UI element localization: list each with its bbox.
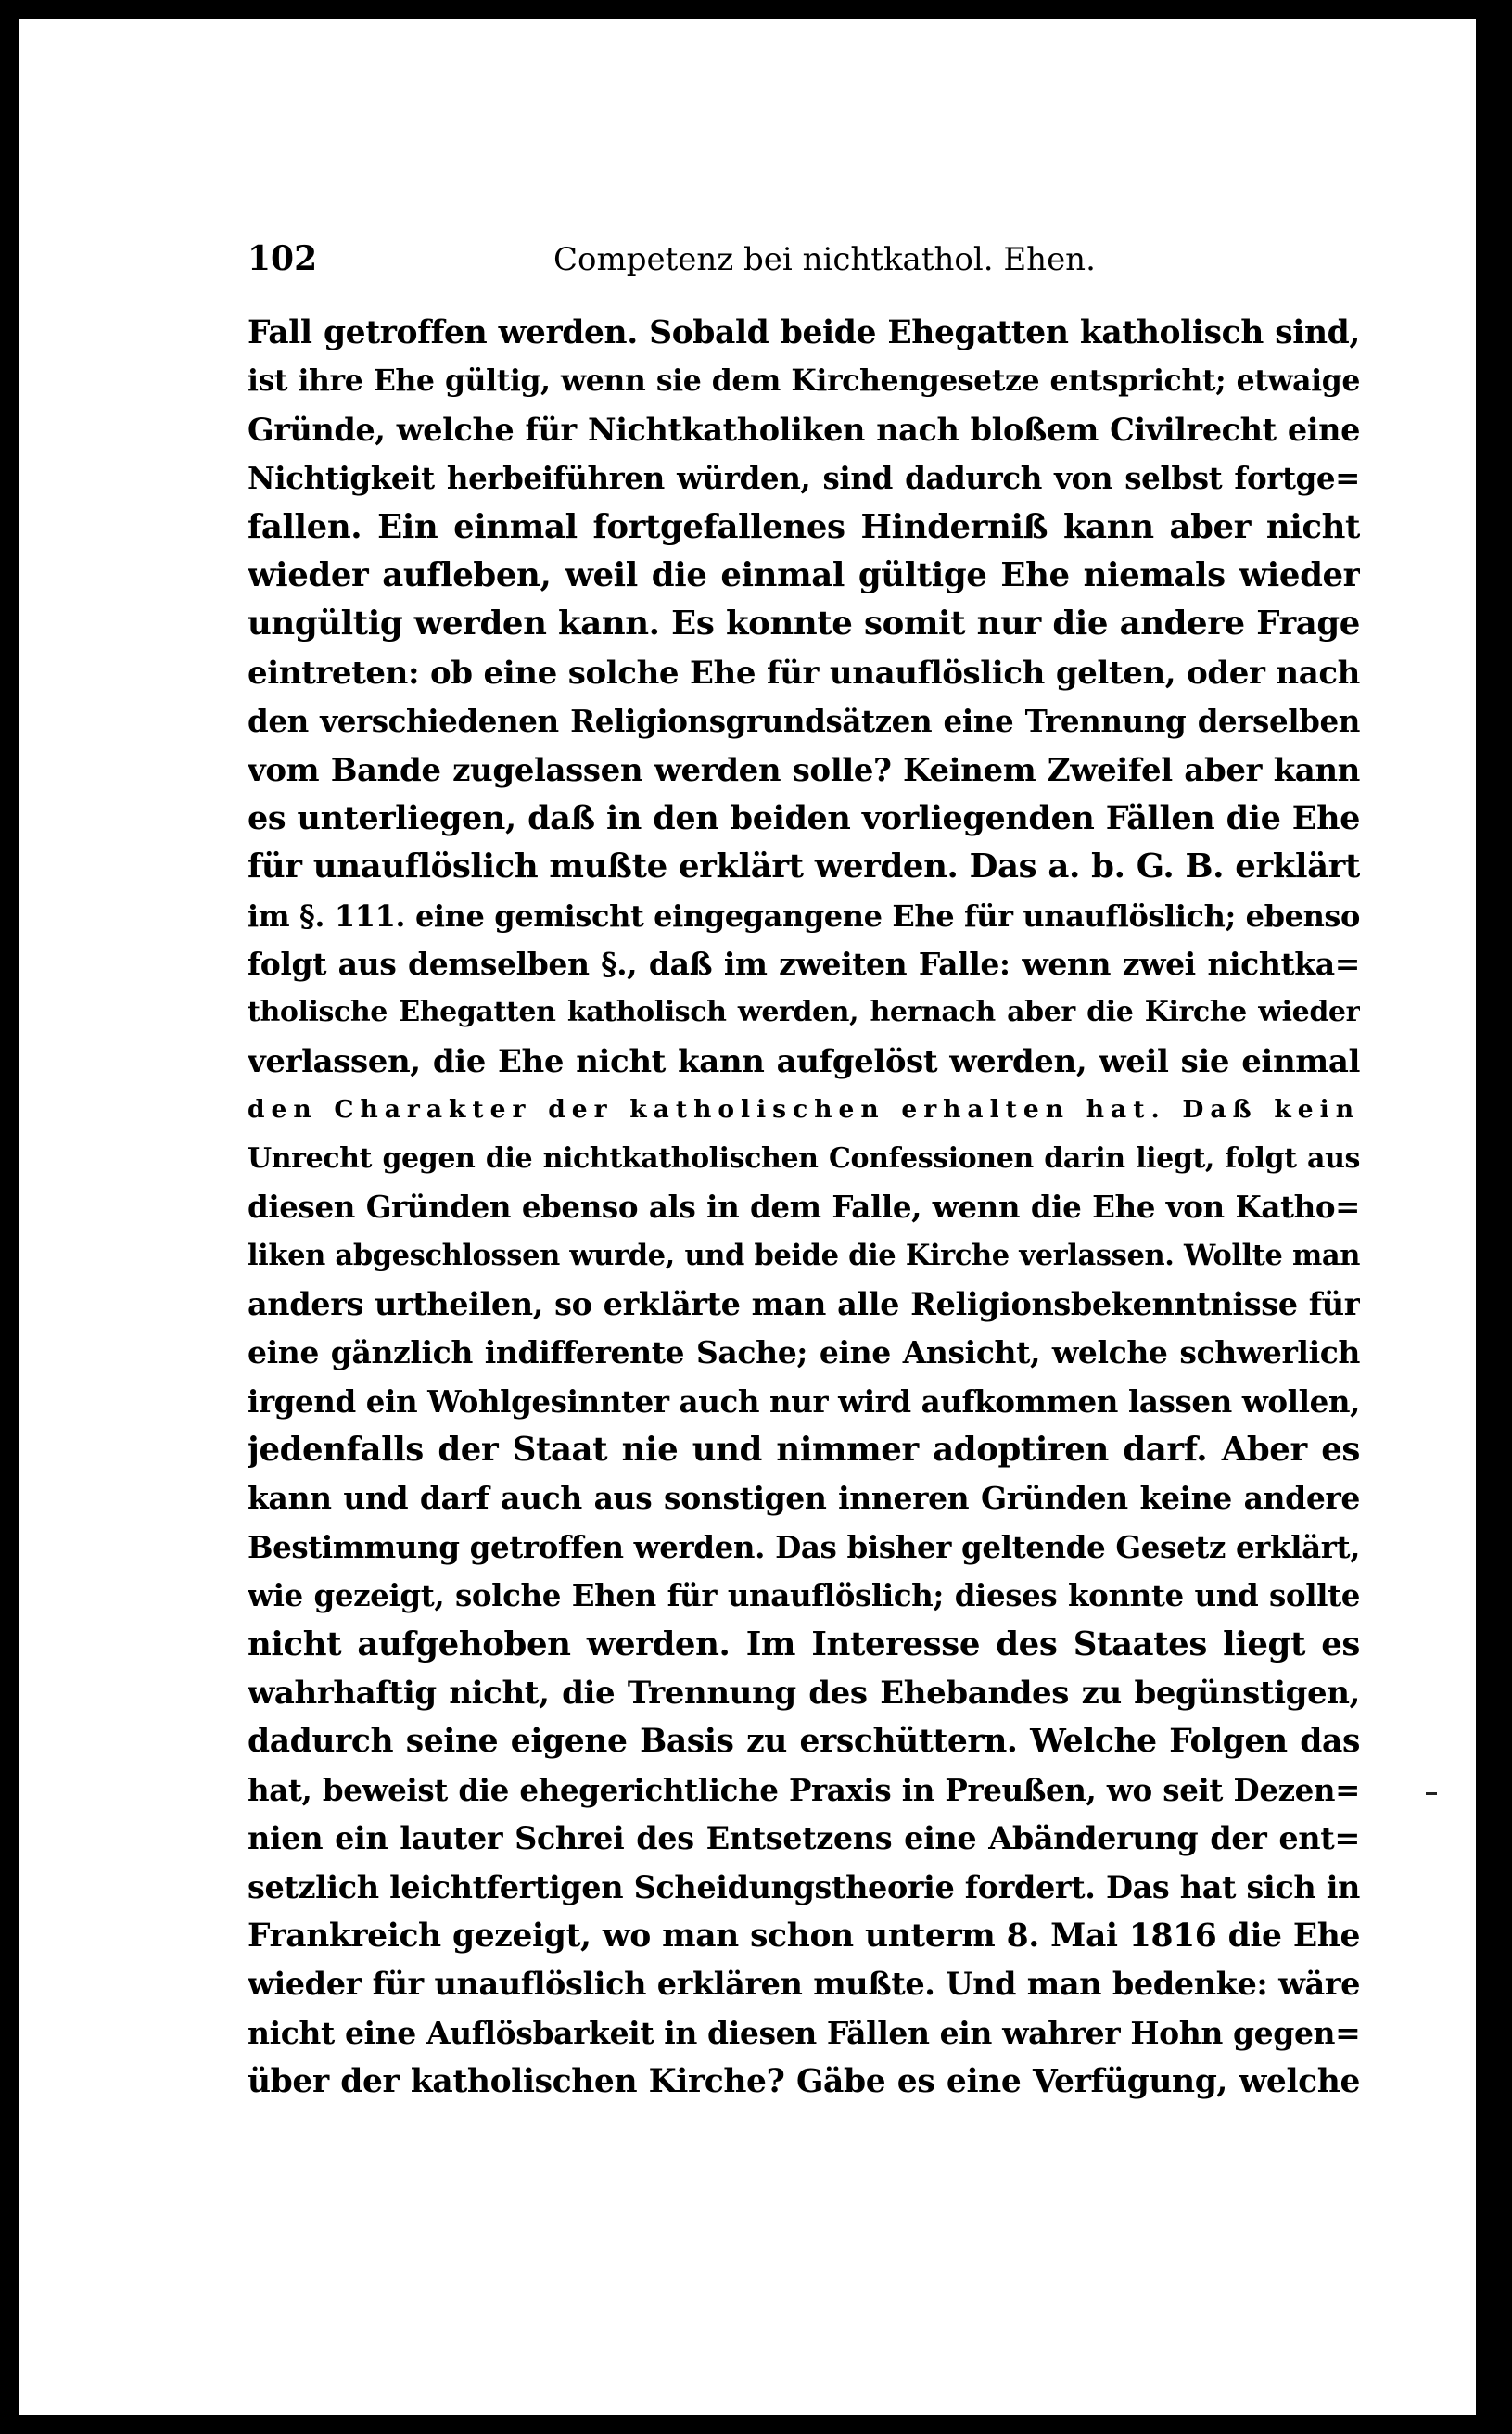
text-line: Unrecht gegen die nichtkatholischen Confessionen darin liegt, folgt aus (248, 1141, 1360, 1175)
text-line: Bestimmung getroffen werden. Das bisher geltende Gesetz erklärt, (248, 1528, 1360, 1565)
text-line: Fall getroffen werden. Sobald beide Ehegatten katholisch sind, (248, 314, 1360, 351)
page-header (248, 239, 1360, 286)
text-line: wieder aufleben, weil die einmal gültige Ehe niemals wieder (248, 555, 1360, 594)
text-line: fallen. Ein einmal fortgefallenes Hinderniß kann aber nicht (248, 507, 1360, 546)
text-line: dadurch seine eigene Basis zu erschüttern. Welche Folgen das (248, 1723, 1360, 1761)
margin-mark (1426, 1792, 1437, 1795)
text-line: eintreten: ob eine solche Ehe für unauflöslich gelten, oder nach (248, 654, 1360, 692)
text-line: nicht eine Auflösbarkeit in diesen Fällen ein wahrer Hohn gegen= (248, 2014, 1360, 2051)
text-line: Gründe, welche für Nichtkatholiken nach bloßem Civilrecht eine (248, 411, 1360, 448)
text-line: liken abgeschlossen wurde, und beide die Kirche verlassen. Wollte man (248, 1239, 1360, 1273)
book-page (19, 19, 1476, 2415)
running-head: Competenz bei nichtkathol. Ehen. (553, 241, 1096, 278)
text-line: Frankreich gezeigt, wo man schon unterm 8. Mai 1816 die Ehe (248, 1917, 1360, 1955)
text-line-emphasized: den Charakter der katholischen erhalten hat. Daß kein (248, 1095, 1360, 1125)
body-text (248, 309, 1360, 2106)
text-line: wieder für unauflöslich erklären mußte. Und man bedenke: wäre (248, 1966, 1360, 2003)
text-line: tholische Ehegatten katholisch werden, hernach aber die Kirche wieder (248, 996, 1360, 1029)
text-line: diesen Gründen ebenso als in dem Falle, wenn die Ehe von Katho= (248, 1189, 1360, 1226)
text-line: eine gänzlich indifferente Sache; eine Ansicht, welche schwerlich (248, 1334, 1360, 1371)
text-line: ist ihre Ehe gültig, wenn sie dem Kirchengesetze entspricht; etwaige (248, 363, 1360, 399)
text-line: verlassen, die Ehe nicht kann aufgelöst werden, weil sie einmal (248, 1042, 1360, 1080)
text-line: hat, beweist die ehegerichtliche Praxis in Preußen, wo seit Dezen= (248, 1771, 1360, 1808)
text-line: folgt aus demselben §., daß im zweiten Falle: wenn zwei nichtka= (248, 946, 1360, 983)
text-line: jedenfalls der Staat nie und nimmer adoptiren darf. Aber es (248, 1430, 1360, 1469)
text-line: den verschiedenen Religionsgrundsätzen eine Trennung derselben (248, 703, 1360, 740)
text-line: es unterliegen, daß in den beiden vorliegenden Fällen die Ehe (248, 798, 1360, 837)
text-line: irgend ein Wohlgesinnter auch nur wird aufkommen lassen wollen, (248, 1383, 1360, 1420)
text-line: kann und darf auch aus sonstigen inneren Gründen keine andere (248, 1480, 1360, 1517)
text-line: über der katholischen Kirche? Gäbe es eine Verfügung, welche (248, 2063, 1360, 2101)
page-number: 102 (248, 239, 318, 278)
text-line: setzlich leichtfertigen Scheidungstheorie fordert. Das hat sich in (248, 1868, 1360, 1905)
text-line: wie gezeigt, solche Ehen für unauflöslich; dieses konnte und sollte (248, 1577, 1360, 1614)
text-line: nicht aufgehoben werden. Im Interesse des Staates liegt es (248, 1625, 1360, 1663)
text-line: für unauflöslich mußte erklärt werden. Das a. b. G. B. erklärt (248, 847, 1360, 886)
text-line: nien ein lauter Schrei des Entsetzens eine Abänderung der ent= (248, 1820, 1360, 1857)
text-line: Nichtigkeit herbeiführen würden, sind dadurch von selbst fortge= (248, 460, 1360, 497)
text-line: ungültig werden kann. Es konnte somit nur die andere Frage (248, 605, 1360, 644)
text-line: im §. 111. eine gemischt eingegangene Ehe für unauflöslich; ebenso (248, 898, 1360, 934)
text-line: vom Bande zugelassen werden solle? Keinem Zweifel aber kann (248, 751, 1360, 789)
text-line: wahrhaftig nicht, die Trennung des Ehebandes zu begünstigen, (248, 1674, 1360, 1712)
text-line: anders urtheilen, so erklärte man alle Religionsbekenntnisse für (248, 1285, 1360, 1322)
